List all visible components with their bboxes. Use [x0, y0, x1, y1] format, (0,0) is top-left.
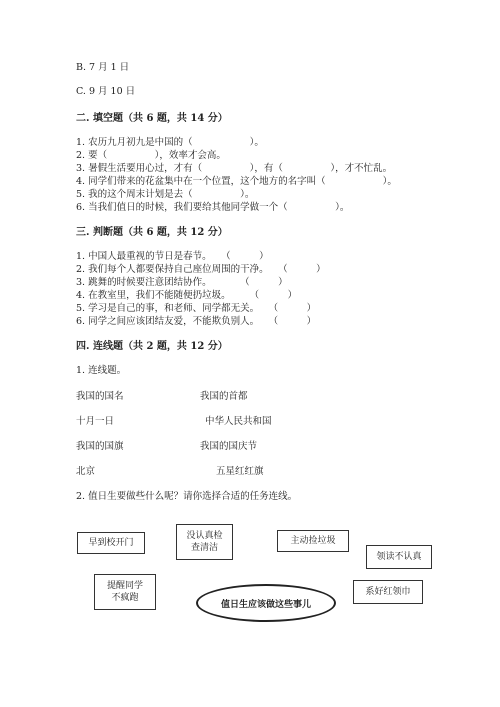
task-box-red-scarf[interactable] — [353, 580, 423, 604]
section2-title: 二. 填空题（共 6 题，共 14 分） — [76, 113, 228, 124]
match-question-1: 1. 连线题。 — [76, 365, 127, 376]
task-box-label: 查清洁 — [190, 543, 218, 553]
judge-item-4: 4. 在教室里，我们不能随便扔垃圾。 （ ） — [76, 290, 298, 301]
task-box-label: 系好红领巾 — [365, 587, 411, 597]
match-left-1: 我国的国名 — [76, 391, 124, 402]
task-center-label: 值日生应该做这些事儿 — [220, 599, 311, 610]
fill-item-5: 5. 我的这个周末计划是去（ ）。 — [76, 189, 255, 200]
match-left-2: 十月一日 — [76, 416, 115, 427]
match-left-3: 我国的国旗 — [76, 441, 124, 452]
option-b: B. 7 月 1 日 — [76, 62, 130, 73]
judge-item-6: 6. 同学之间应该团结友爱，不能欺负别人。 （ ） — [76, 316, 317, 327]
task-box-lead-read[interactable] — [366, 545, 432, 569]
match-question-2: 2. 值日生要做些什么呢？请你选择合适的任务连线。 — [76, 491, 298, 502]
option-c: C. 9 月 10 日 — [76, 86, 136, 97]
section3-title: 三. 判断题（共 6 题，共 12 分） — [76, 227, 228, 238]
fill-item-2: 2. 要（ ），效率才会高。 — [76, 150, 226, 161]
fill-item-4: 4. 同学们带来的花盆集中在一个位置，这个地方的名字叫（ ）。 — [76, 176, 397, 187]
section4-title: 四. 连线题（共 2 题，共 12 分） — [76, 341, 228, 352]
task-box-label: 领读不认真 — [376, 552, 422, 562]
task-box-check-clean[interactable] — [176, 524, 233, 560]
judge-item-1: 1. 中国人最重视的节日是春节。 （ ） — [76, 251, 269, 262]
fill-item-6: 6. 当我们值日的时候，我们要给其他同学做一个（ ）。 — [76, 202, 350, 213]
judge-item-3: 3. 跳舞的时候要注意团结协作。 （ ） — [76, 277, 288, 288]
task-box-remind[interactable] — [94, 574, 156, 610]
task-box-early-open[interactable] — [77, 532, 145, 554]
fill-item-3: 3. 暑假生活要用心过，才有（ ），有（ ），才不忙乱。 — [76, 163, 393, 174]
match-right-3: 我国的国庆节 — [200, 441, 258, 452]
task-box-label: 没认真检 — [186, 531, 223, 541]
match-right-2: 中华人民共和国 — [205, 416, 272, 427]
judge-item-2: 2. 我们每个人都要保持自己座位周围的干净。 （ ） — [76, 264, 326, 275]
task-box-label: 主动捡垃圾 — [290, 536, 336, 546]
fill-item-1: 1. 农历九月初九是中国的（ ）。 — [76, 137, 264, 148]
match-right-1: 我国的首都 — [200, 391, 248, 402]
task-center-oval[interactable] — [196, 584, 336, 622]
task-box-label: 早到校开门 — [88, 538, 134, 548]
task-box-pick-trash[interactable] — [277, 530, 349, 552]
match-left-4: 北京 — [76, 466, 96, 477]
task-box-label: 不疯跑 — [111, 593, 139, 603]
judge-item-5: 5. 学习是自己的事，和老师、同学都无关。 （ ） — [76, 303, 317, 314]
task-box-label: 提醒同学 — [106, 581, 143, 591]
match-right-4: 五星红红旗 — [216, 466, 264, 477]
